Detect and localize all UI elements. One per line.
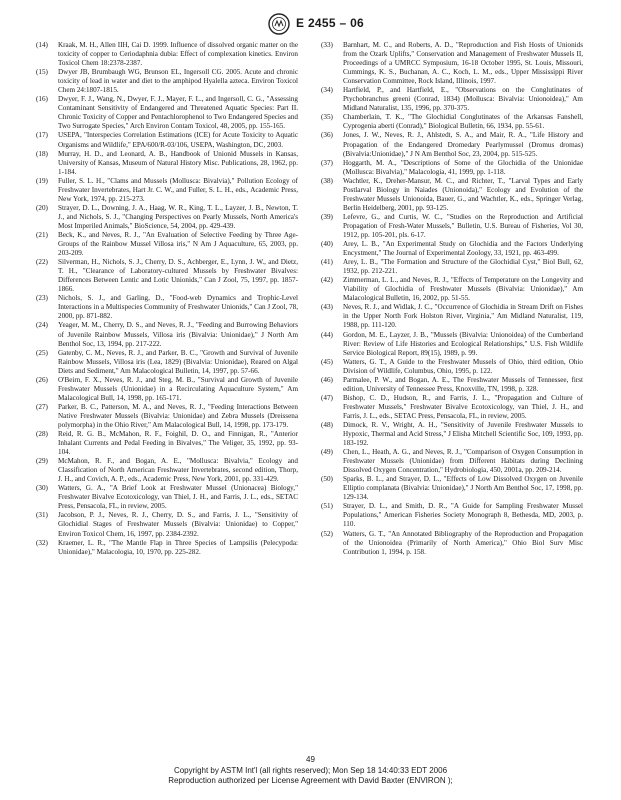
reference-item xyxy=(321,448,583,475)
reference-item xyxy=(321,376,583,394)
reference-number: (29) xyxy=(36,457,48,466)
reference-number: (19) xyxy=(36,176,48,185)
reference-item xyxy=(321,358,583,376)
reference-number: (26) xyxy=(36,375,48,384)
reference-text: Gordon, M. E., Layzer, J. B., "Mussels (Bivalvia: Unionoidea) of the Cumberland River: Review of Life Histories and Ecological Relationships," U.S. Fish Wildlife Service Biological Report, 89(15), 1989, p. 99. xyxy=(343,330,583,357)
reference-number: (22) xyxy=(36,258,48,267)
reference-number: (34) xyxy=(321,86,333,95)
reference-number: (30) xyxy=(36,484,48,493)
reference-number: (28) xyxy=(36,430,48,439)
reference-item xyxy=(36,231,298,258)
reference-item xyxy=(321,177,583,213)
reference-text: Chen, L., Heath, A. G., and Neves, R. J., "Comparison of Oxygen Consumption in Freshwater Mussels (Unionidae) from Different Habitats during Declining Dissolved Oxygen Concentration," Hydrobiologia, 450, 2001a, pp. 209-214. xyxy=(343,448,583,475)
reference-text: Beck, K., and Neves, R. J., "An Evaluation of Selective Feeding by Three Age-Groups of the Rainbow Mussel Villosa iris," N Am J Aquaculture, 65, 2003, pp. 203-209. xyxy=(58,230,298,258)
reference-item xyxy=(36,457,298,484)
reference-text: Parmalee, P. W., and Bogan, A. E., The Freshwater Mussels of Tennessee, first edition, University of Tennessee Press, Knoxville, TN, 1998, p. 328. xyxy=(343,375,583,393)
standard-designation: E 2455 – 06 xyxy=(296,16,365,30)
reference-item xyxy=(321,131,583,158)
reference-text: Silverman, H., Nichols, S. J., Cherry, D. S., Achberger, E., Lynn, J. W., and Dietz, T. H., "Clearance of Laboratory-cultured Mussels by Freshwater Bivalves: Differences Between Lentic and Lotic Unionids," Can J Zool, 75, 1997, pp. 1857-1866. xyxy=(58,258,298,294)
reference-text: Kraemer, L. R., "The Mantle Flap in Three Species of Lampsilis (Pelecypoda: Unionidae)," Malacologia, 10, 1970, pp. 225-282. xyxy=(58,538,298,556)
reference-item xyxy=(321,331,583,358)
reference-item xyxy=(321,394,583,421)
reference-text: Jacobson, P. J., Neves, R. J., Cherry, D. S., and Farris, J. L., "Sensitivity of Glochidial Stages of Freshwater Mussels (Bivalvia: Unionidae) to Copper," Environ Toxicol Chem, 16, 1997, pp. 2384-2392. xyxy=(58,511,298,538)
reference-item xyxy=(36,539,298,557)
reference-number: (23) xyxy=(36,294,48,303)
astm-logo-icon xyxy=(268,13,290,35)
reference-number: (52) xyxy=(321,529,333,538)
reference-item xyxy=(321,502,583,529)
reference-item xyxy=(36,41,298,68)
reference-item xyxy=(321,240,583,258)
reference-text: McMahon, R. F., and Bogan, A. E., "Mollusca: Bivalvia," Ecology and Classification of North American Freshwater Invertebrates, second edition, Thorp, J. H., and Covich, A. P., eds., Academic Press, New York, 2001, pp. 331-429. xyxy=(58,457,298,484)
reference-number: (33) xyxy=(321,41,333,49)
reference-text: Fuller, S. L. H., "Clams and Mussels (Mollusca: Bivalvia)," Pollution Ecology of Freshwater Invertebrates, Hart Jr. C. W., and Fuller, S. L. H., eds., Academic Press, New York, 1974, pp. 215-273. xyxy=(58,176,298,203)
reference-text: Chamberlain, T. K., "The Glochidial Conglutinates of the Arkansas Fanshell, Cyprogenia aberti (Conrad)," Biological Bulletin, 66, 1934, pp. 55-61. xyxy=(343,113,583,131)
reference-item xyxy=(321,113,583,131)
references-left-column xyxy=(36,41,298,557)
reference-item xyxy=(36,321,298,348)
reference-number: (49) xyxy=(321,448,333,457)
reference-item xyxy=(36,177,298,204)
reference-item xyxy=(36,258,298,294)
reference-number: (27) xyxy=(36,402,48,411)
reference-number: (45) xyxy=(321,357,333,366)
reference-item xyxy=(36,403,298,430)
reference-number: (32) xyxy=(36,538,48,547)
reference-number: (47) xyxy=(321,393,333,402)
reference-text: Wachtler, K., Dreher-Mansur, M. C., and Richter, T., "Larval Types and Early Postlarval Biology in Naiades (Unionoida)," Ecology and Evolution of the Freshwater Mussels Unionoida, Bauer, G., and Wachtler, K., eds., Springer Verlag, Berlin Heidelberg, 2001, pp. 93-125. xyxy=(343,176,583,212)
reference-item xyxy=(321,159,583,177)
reference-number: (40) xyxy=(321,240,333,249)
reference-item xyxy=(321,258,583,276)
reference-text: Hartfield, P., and Hartfield, E., "Observations on the Conglutinates of Ptychobranchus greeni (Conrad, 1834) (Mollusca: Bivalvia: Unionoidea)," Am Midland Naturalist, 135, 1996, pp. 370-375. xyxy=(343,86,583,113)
reference-text: Reid, R. G. B., McMahon, R. F., Foighil, D. O., and Finnigan, R., "Anterior Inhalant Currents and Pedal Feeding in Bivalves," The Veliger, 35, 1992, pp. 93-104. xyxy=(58,430,298,457)
reference-number: (39) xyxy=(321,212,333,221)
page-number: 49 xyxy=(306,755,315,764)
reference-text: Zimmerman, L. L., and Neves, R. J., "Effects of Temperature on the Longevity and Viability of Glochidia of Freshwater Mussels (Bivalvia: Unionidae)," Am Malacological Bulletin, 16, 2002, pp. 51-55. xyxy=(343,276,583,303)
copyright-notice: Copyright by ASTM Int'l (all rights reserved); Mon Sep 18 14:40:33 EDT 2006 xyxy=(173,766,448,775)
reference-text: Nichols, S. J., and Garling, D., "Food-web Dynamics and Trophic-Level Interactions in a Multispecies Community of Freshwater Unionids," Can J Zool, 78, 2000, pp. 871-882. xyxy=(58,294,298,321)
reference-number: (46) xyxy=(321,375,333,384)
reference-number: (36) xyxy=(321,131,333,140)
reference-item xyxy=(321,303,583,330)
reference-text: Strayer, D. L., Downing, J. A., Haag, W. R., King, T. L., Layzer, J. B., Newton, T. J., and Nichols, S. J., "Changing Perspectives on Pearly Mussels, North America's Most Imperiled Animals," BioScience, 54, 2004, pp. 429-439. xyxy=(58,203,298,230)
reference-item xyxy=(321,86,583,113)
reference-item xyxy=(321,475,583,502)
reference-text: Neves, R. J., and Widlak, J. C., "Occurrence of Glochidia in Stream Drift on Fishes in the Upper North Fork Holston River, Virginia," Am Midland Naturalist, 119, 1988, pp. 111-120. xyxy=(343,303,583,330)
reference-number: (42) xyxy=(321,276,333,285)
reference-text: Dimock, R. V., Wright, A. H., "Sensitivity of Juvenile Freshwater Mussels to Hypoxic, Thermal and Acid Stress," J Elisha Mitchell Scientific Soc, 109, 1993, pp. 183-192. xyxy=(343,420,583,448)
reference-item xyxy=(36,150,298,177)
reference-number: (43) xyxy=(321,303,333,312)
reference-text: Watters, G. T., "An Annotated Bibliography of the Reproduction and Propagation of the Unionoidea (Primarily of North America)," Ohio Biol Surv Misc Contribution 1, 1994, p. 158. xyxy=(343,529,583,556)
reference-item xyxy=(321,421,583,448)
reference-item xyxy=(36,131,298,149)
reference-item xyxy=(36,294,298,321)
reference-text: O'Beirn, F. X., Neves, R. J., and Steg, M. B., "Survival and Growth of Juvenile Freshwater Mussels (Unionidae) in a Recirculating Aquaculture System," Am Malacological Bull, 14, 1998, pp. 165-171. xyxy=(58,375,298,402)
reference-number: (38) xyxy=(321,176,333,185)
reference-number: (37) xyxy=(321,158,333,167)
reference-item xyxy=(36,68,298,95)
reference-number: (14) xyxy=(36,41,48,49)
reference-number: (24) xyxy=(36,321,48,330)
reference-text: Gatenby, C. M., Neves, R. J., and Parker, B. C., "Growth and Survival of Juvenile Rainbow Mussels, Villosa iris (Lea, 1829) (Bivalvia: Unionidae), Reared on Algal Diets and Sediment," Am Malacological Bulletin, 14, 1997, pp. 57-66. xyxy=(58,348,298,375)
reference-number: (18) xyxy=(36,149,48,158)
reference-item xyxy=(36,204,298,231)
reference-text: Bishop, C. D., Hudson, R., and Farris, J. L., "Propagation and Culture of Freshwater Mussels," Freshwater Bivalve Ecotoxicology, van Thiel, J. H., and Farris, J. L., eds., SETAC Press, Pensacola, FL, in review, 2005. xyxy=(343,393,583,420)
reference-text: Sparks, B. L., and Strayer, D. L., "Effects of Low Dissolved Oxygen on Juvenile Elliptio complanata (Bivalvia: Unionidae)," J North Am Benthol Soc, 17, 1998, pp. 129-134. xyxy=(343,475,583,502)
reference-text: USEPA, "Interspecies Correlation Estimations (ICE) for Acute Toxicity to Aquatic Organisms and Wildlife," EPA/600/R-03/106, USEPA, Washington, DC, 2003. xyxy=(58,131,298,149)
reference-number: (17) xyxy=(36,131,48,140)
reference-text: Yeager, M. M., Cherry, D. S., and Neves, R. J., "Feeding and Burrowing Behaviors of Juvenile Rainbow Mussels, Villosa iris (Bivalvia: Unionidae)," J North Am Benthol Soc, 13, 1994, pp. 217-222. xyxy=(58,321,298,348)
reference-text: Barnhart, M. C., and Roberts, A. D., "Reproduction and Fish Hosts of Unionids from the Ozark Uplifts," Conservation and Management of Freshwater Mussels II, Proceedings of a UMRCC Symposium, 16-18 October 1995, St. Louis, Missouri, Cummings, K. S., Buchanan, A. C., Koch, L. M., eds., Upper Mississippi River Conservation Committee, Rock Island, Illinois, 1997. xyxy=(343,41,583,86)
reference-number: (15) xyxy=(36,68,48,77)
reference-item xyxy=(321,530,583,557)
reference-item xyxy=(36,95,298,131)
reference-number: (44) xyxy=(321,330,333,339)
reference-number: (35) xyxy=(321,113,333,122)
reference-number: (31) xyxy=(36,511,48,520)
reference-item xyxy=(36,376,298,403)
reference-item xyxy=(36,511,298,538)
reference-item xyxy=(36,484,298,511)
reference-text: Dwyer, F. J., Wang, N., Dwyer, F. J., Mayer, F. L., and Ingersoll, C. G., "Assessing Contaminant Sensitivity of Endangered and Threatened Aquatic Species: Part II. Chronic Toxicity of Copper and Pentachlorophenol to Two Endangered Species and Two Surrogate Species," Arch Environ Contam Toxicol, 48, 2005, pp. 155-165. xyxy=(58,95,298,131)
reference-number: (20) xyxy=(36,203,48,212)
reference-text: Hoggarth, M. A., "Descriptions of Some of the Glochidia of the Unionidae (Mollusca: Bivalvia)," Malacologia, 41, 1999, pp. 1-118. xyxy=(343,158,583,176)
reference-text: Watters, G. A., "A Brief Look at Freshwater Mussel (Unionacea) Biology," Freshwater Bivalve Ecotoxicology, van Thiel, J. H., and Farris, J. L., eds., SETAC Press, Pensacola, FL, in review, 2005. xyxy=(58,484,298,511)
reference-text: Jones, J. W., Neves, R. J., Ahlstedt, S. A., and Mair, R. A., "Life History and Propagation of the Endangered Dromedary Pearlymussel (Dromus dromas) (Bivalvia:Unionidae)," J N Am Benthol Soc, 23, 2004, pp. 515-525. xyxy=(343,131,583,158)
reference-item xyxy=(321,276,583,303)
reference-item xyxy=(36,349,298,376)
reference-text: Lefevre, G., and Curtis, W. C., "Studies on the Reproduction and Artificial Propagation of Fresh-Water Mussels," Bulletin, U.S. Bureau of Fisheries, Vol 30, 1912, pp. 105-201, pls. 6-17. xyxy=(343,212,583,239)
reference-item xyxy=(321,41,583,86)
reference-number: (16) xyxy=(36,95,48,104)
reference-text: Parker, B. C., Patterson, M. A., and Neves, R. J., "Feeding Interactions Between Native Freshwater Mussels (Bivalvia: Unionidae) and Zebra Mussels (Dreissena polymorpha) in the Ohio River," Am Malacological Bull, 14, 1998, pp. 173-179. xyxy=(58,402,298,429)
reference-item xyxy=(36,430,298,457)
page-header xyxy=(0,13,621,37)
reference-text: Arey, L. B., "An Experimental Study on Glochidia and the Factors Underlying Encystment," The Journal of Experimental Zoology, 33, 1921, pp. 463-499. xyxy=(343,240,583,258)
reference-number: (50) xyxy=(321,475,333,484)
reference-text: Dwyer JB, Brumbaugh WG, Brunson EL, Ingersoll CG. 2005. Acute and chronic toxicity of lead in water and diet to the amphipod Hyalella azteca. Environ Toxicol Chem 24:1807-1815. xyxy=(58,68,298,95)
reference-number: (41) xyxy=(321,258,333,267)
reference-text: Strayer, D. L., and Smith, D. R., "A Guide for Sampling Freshwater Mussel Populations," American Fisheries Society Monograph 8, Bethesda, MD, 2003, p. 110. xyxy=(343,502,583,529)
reference-item xyxy=(321,213,583,240)
reference-number: (48) xyxy=(321,420,333,429)
references-right-column xyxy=(321,41,583,557)
reference-number: (51) xyxy=(321,502,333,511)
reference-text: Murray, H. D., and Leonard, A. B., Handbook of Unionid Mussels in Kansas, University of Kansas, Museum of Natural History Misc. Publications, 28, 1962, pp. 1-184. xyxy=(58,149,298,176)
reference-text: Watters, G. T., A Guide to the Freshwater Mussels of Ohio, third edition, Ohio Division of Wildlife, Columbus, Ohio, 1995, p. 122. xyxy=(343,357,583,375)
reference-number: (21) xyxy=(36,230,48,239)
reference-number: (25) xyxy=(36,348,48,357)
reference-text: Arey, L. B., "The Formation and Structure of the Glochidial Cyst," Biol Bull, 62, 1932, pp. 212-221. xyxy=(343,258,583,276)
reference-text: Kraak, M. H., Allen IIH, Cai D. 1999. Influence of dissolved organic matter on the toxicity of copper to Ceriodaphnia dubia: Effect of complexation kinetics. Environ Toxicol Chem 18:2378-2387. xyxy=(58,41,298,68)
license-notice: Reproduction authorized per License Agreement with David Baxter (ENVIRON ); xyxy=(168,776,453,785)
